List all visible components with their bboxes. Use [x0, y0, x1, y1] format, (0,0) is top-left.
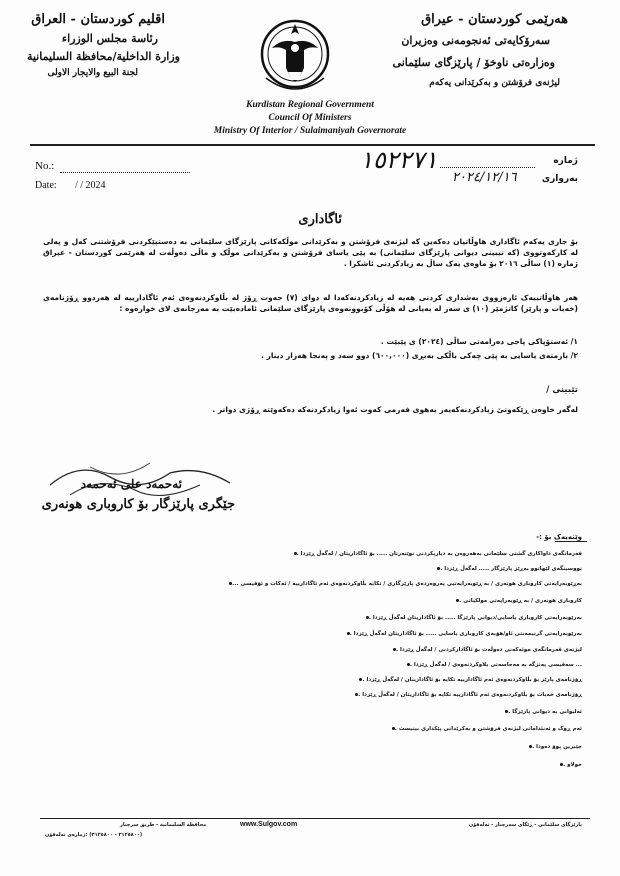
- kurdistan-emblem-icon: [252, 8, 338, 100]
- notice-item-1: ١/ ئەستۆپاکی پاجی دەرامەتی ساڵی (٢٠٢٤) ی پێبێت .: [380, 337, 578, 346]
- distribution-item-6: [341, 631, 582, 637]
- header-left-line-4: لجنة البيع والايجار الاولى: [47, 68, 138, 78]
- notice-title: ئاگاداری: [298, 212, 342, 227]
- ref-date-handwritten: ٢٠٢٤/١٢/١٦: [452, 170, 517, 185]
- note-label: تێبینی /: [546, 385, 578, 395]
- distribution-item-2: [431, 566, 582, 572]
- header-right-line-2: سەرۆکایەتی ئەنجومەنی وەزیران: [401, 34, 550, 47]
- ref-ku-no-label: ژمارە: [553, 156, 578, 166]
- footer-arabic-address: محافظة السليمانية - طريق سرچنار: [120, 822, 207, 828]
- distribution-item-11: [499, 709, 582, 715]
- distribution-item-text: ئەلیوانی بە دیوانی پارێزگا .: [508, 709, 582, 715]
- distribution-item-text: فەرمانگەی داواکاری گشتی سلێمانی بەهەروەن بە دیاریکردنی نوێنەرتان ..... بۆ ئاگاداریتان / لەگەڵ ڕێزدا .: [296, 551, 582, 557]
- ref-number-handwritten: ١٥٢٢٧١: [360, 146, 438, 174]
- distribution-item-text: بەرێوبەرایەتی گرنیمەنتی ئاو/هۆبەی کاروباری یاسایی ..... بۆ ئاگاداریتان لەگەڵ ڕێزدا .: [349, 631, 582, 637]
- distribution-item-text: بەرێوبەرایەتی کاروباری یاسایی/دیوانی پارێزگا ..... بۆ ئاگاداریتان لەگەڵ ڕێزدا .: [368, 615, 582, 621]
- distribution-item-8: [401, 662, 582, 668]
- distribution-item-1: [288, 551, 582, 557]
- notice-paragraph-1: بۆ جاری یەکەم ئاگاداری هاوڵاتیان دەکەین کە لیژنەی فرۆشتن و بەکرێدانی موڵکەکانی پارێزگای سلێمانی بە دەستپێکردنی فرۆشتنی کەل و پەلی لە کارکەوتووی (کە تیبینی دیوانی پارێزگای سلێمانی) بە پێی یاسای فرۆشتن و بەکرێدانی موڵک و ماڵی دەوڵەت لە هەرێمی کوردستان - عیراق ژمارە (١) ساڵی ٢٠١٦ بۆ ماوەی یەک ساڵ بە زیادکردنی ئاشکرا .: [43, 237, 578, 268]
- distribution-item-text: نووسینگەی لێهاتوو بەڕێز پارێزگار ..... لەگەڵ ڕێزدا .: [440, 566, 582, 572]
- ref-ku-date-label: بەرواری: [541, 174, 578, 184]
- signatory-title: جێگری پارێزگار بۆ کاروباری هونەری: [41, 497, 235, 512]
- ref-date-label: Date:: [35, 180, 57, 191]
- footer-website-link[interactable]: www.Sulgov.com: [240, 821, 298, 828]
- header-english-line-2: Council Of Ministers: [268, 113, 352, 123]
- distribution-item-text: ڕۆژنامەی پارێز بۆ بڵاوکردنەوەی ئەم ئاگادارییە تکایە بۆ ئاگاداریتان / لەگەڵ ڕێزدا .: [362, 677, 582, 683]
- footer-divider: [40, 818, 590, 819]
- distribution-item-5: [360, 615, 582, 621]
- distribution-label: وێنەیەک بۆ :-: [536, 533, 582, 541]
- distribution-label-underline: [555, 541, 587, 542]
- notice-paragraph-2: هەر هاوڵاتییەک ئارەزووی بەشداری کردنی هەیە لە زیادکردنەکەدا لە دوای (٧) حەوت ڕۆژ لە بڵاوکردنەوەی ئەم ئاگادارییە لە هەردوو ڕۆژنامەی (خەبات و پارێز) کاتژمێر (١٠) ی سەر لە بەیانی لە هۆڵی کۆبوونەوەی پارێزگای سلێمانی ئامادەبێت بە مەرجانەی لای خوارەوە :: [43, 293, 578, 313]
- header-english-line-1: Kurdistan Regional Government: [246, 100, 374, 110]
- distribution-item-text: بەڕێوبەرایەتی کاروباری هونەری / بە ڕێوبەرایەتیی پەروەردەی پارێزگاری / تکایە بڵاوکردنەوەی ئەم ئاگادارییە / ئەکات و ئۆفیسی ...: [232, 581, 582, 587]
- footer-kurdish-address: پارێزگای سلێمانی - ڕێگای سەرچنار - تەلەفۆن: [468, 822, 582, 828]
- footer-phones: (٣١٢٥٨٠٠ - ٣١٢٥٨٠٠) :ژمارەی تەلەفۆن: [45, 832, 143, 838]
- distribution-item-10: [349, 692, 582, 698]
- ref-no-label: No.:: [35, 160, 55, 172]
- distribution-item-text: ئەم ڕوک و ئەنئدامانی لیژنەی فرۆشتن و بەکرێدانی پێکداری بینیست .: [394, 726, 582, 732]
- distribution-item-text: کاروباری هونەری / بە ڕێوبەرایەتی مولکیاتی .: [459, 598, 582, 604]
- distribution-item-13: [523, 744, 582, 750]
- distribution-item-7: [387, 647, 582, 653]
- distribution-item-4: [450, 598, 582, 604]
- header-right-line-4: لیژنەی فرۆشتن و بەکرێدانی یەکەم: [429, 78, 560, 88]
- header-english-line-3: Ministry Of Interior / Sulaimaniyah Governorate: [213, 126, 407, 136]
- header-divider: [30, 144, 595, 146]
- note-text: لەگەر خاوەن ڕێکەوتێ زیادکردنەکەیەر بەهوی فەرمی کەوت ئەوا زیادکردنەکە دەکەوێتە ڕۆژی دواتر .: [212, 405, 578, 414]
- distribution-item-text: خولاو .: [563, 762, 582, 768]
- distribution-item-text: ... سەقیسی پەنزگە بە مەحاسەتی بلاوکردنەوەی / لەگەڵ ڕێزدا .: [409, 662, 582, 668]
- distribution-item-14: [554, 762, 582, 768]
- header-left-line-2: رئاسة مجلس الوزراء: [61, 32, 158, 45]
- distribution-item-text: ڕۆژنامەی خەبات بۆ بڵاوکردنەوەی ئەم ئاگادارییە تکایە بۆ ئاگاداریتان / لەگەڵ ڕێزدا .: [358, 692, 582, 698]
- ref-date-value: / / 2024: [75, 180, 106, 191]
- ref-ku-no-line: [440, 167, 535, 168]
- header-right-line-1: هەرێمی کوردستان - عیراق: [421, 12, 568, 27]
- signatory-name: ئەحمەد علی ئەحمەد: [80, 477, 182, 491]
- distribution-item-9: [353, 677, 582, 683]
- header-right-line-3: وەزارەتی ناوخۆ / پارێزگای سلێمانی: [392, 56, 555, 69]
- distribution-item-text: جێبرین پوۆ دەودا .: [532, 744, 582, 750]
- distribution-item-text: لیژنەی فەرمانگەی موئەکەنی دەوڵەت بۆ ئاگادارکردنی / لەگەڵ ڕێزدا .: [395, 647, 582, 653]
- ref-no-line: [60, 172, 190, 173]
- header-left-line-3: وزارة الداخلية/محافظة السليمانية: [26, 50, 180, 63]
- distribution-item-3: [223, 581, 582, 587]
- header-left-line-1: اقليم كوردستان - العراق: [31, 12, 165, 27]
- notice-item-2: ٢/ بارمتەی یاسایی بە پێی چەکی باڵکی بەبڕی (٦٠٠,٠٠٠) دوو سەد و پەنجا هەزار دینار .: [261, 351, 578, 360]
- distribution-item-12: [386, 726, 582, 732]
